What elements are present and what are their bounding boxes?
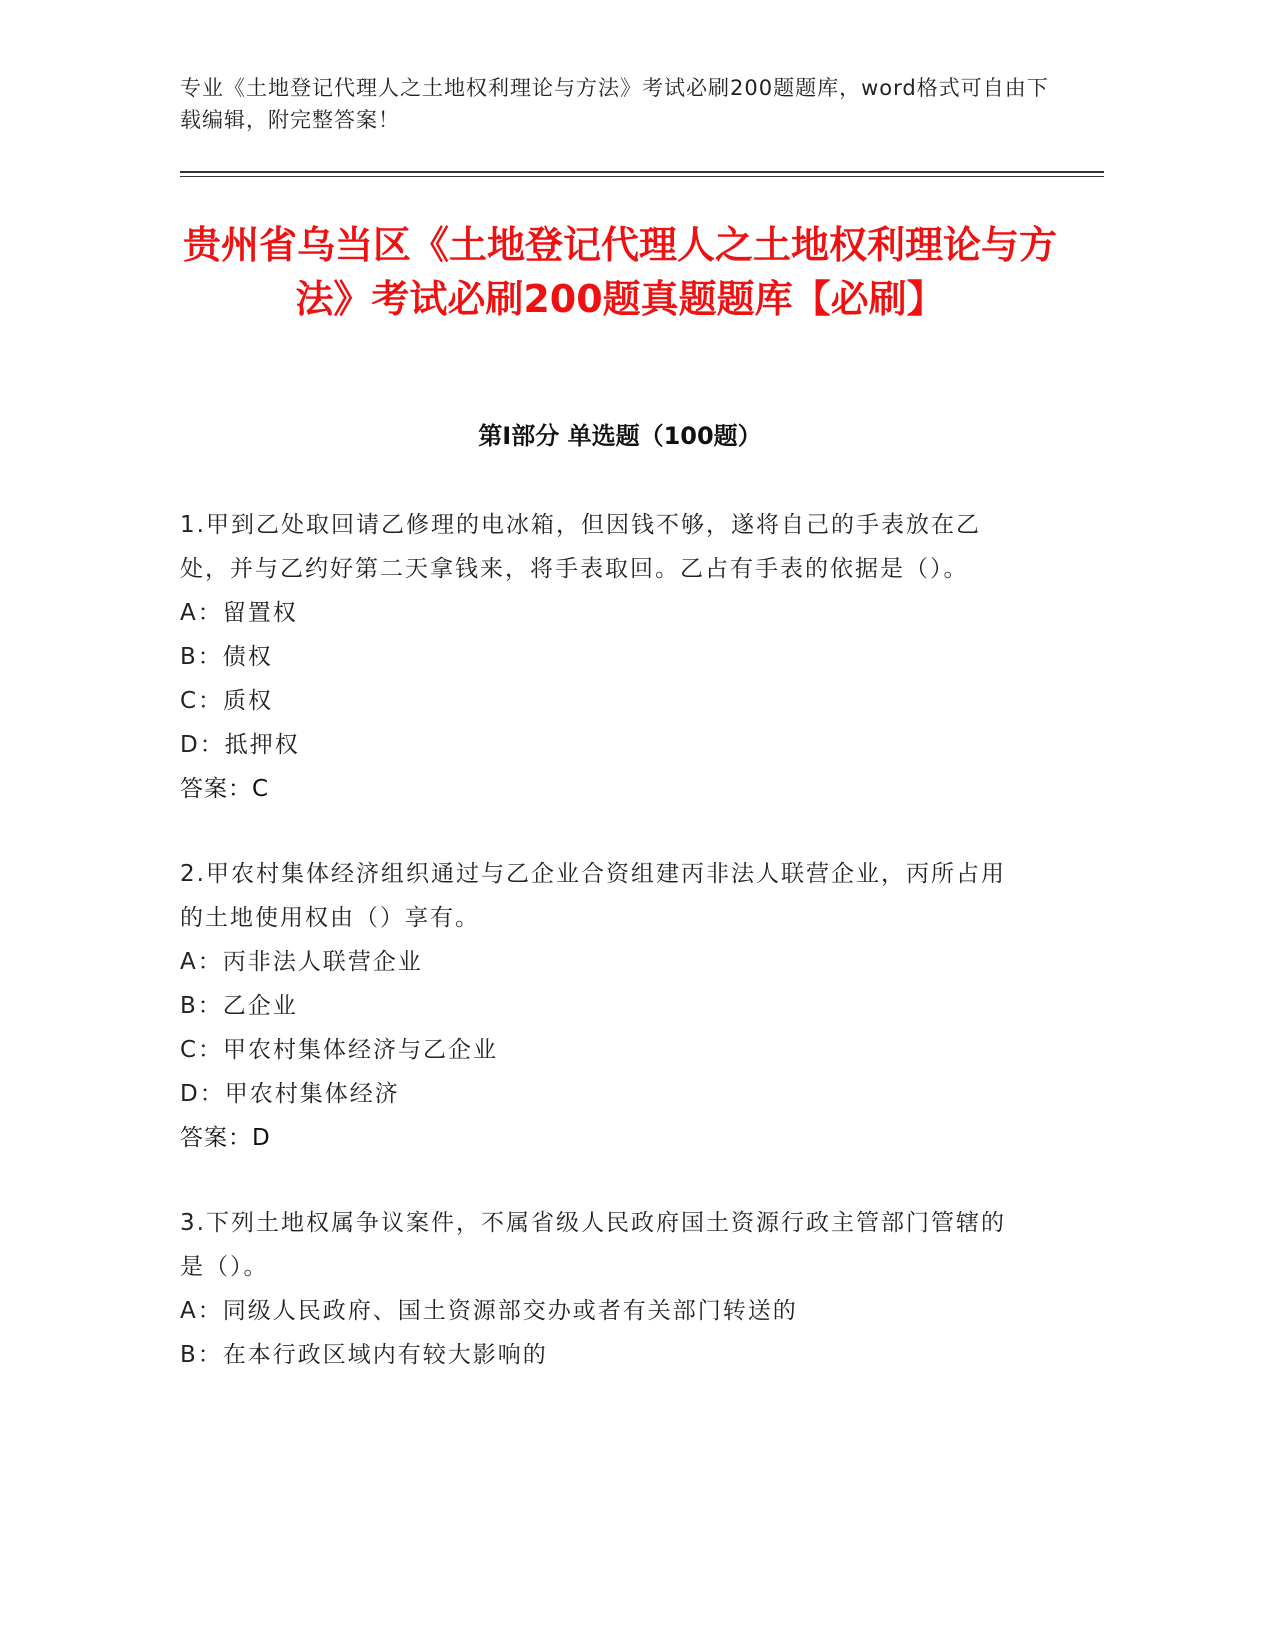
answer: 答案：D	[180, 1125, 271, 1151]
option-b: B：债权	[180, 644, 273, 670]
option-c: C：质权	[180, 688, 274, 714]
option-a: A：同级人民政府、国土资源部交办或者有关部门转送的	[180, 1298, 798, 1324]
question-stem: 3.下列土地权属争议案件，不属省级人民政府国土资源行政主管部门管辖的是（）。	[180, 1210, 1006, 1280]
document-title: 贵州省乌当区《土地登记代理人之土地权利理论与方法》考试必刷200题真题题库【必刷】	[182, 223, 1057, 321]
header-divider-thick	[180, 171, 1104, 173]
section-heading: 第Ⅰ部分 单选题（100题）	[478, 422, 762, 450]
option-d: D：甲农村集体经济	[180, 1081, 400, 1107]
question-list	[180, 503, 1020, 1418]
option-d: D：抵押权	[180, 732, 300, 758]
answer: 答案：C	[180, 776, 270, 802]
question-2	[180, 852, 1020, 1160]
question-3	[180, 1201, 1020, 1377]
option-b: B：在本行政区域内有较大影响的	[180, 1342, 548, 1368]
question-1	[180, 503, 1020, 811]
question-stem: 2.甲农村集体经济组织通过与乙企业合资组建丙非法人联营企业，丙所占用的土地使用权由（）享有。	[180, 861, 1006, 931]
option-b: B：乙企业	[180, 993, 298, 1019]
option-a: A：留置权	[180, 600, 298, 626]
header-note: 专业《土地登记代理人之土地权利理论与方法》考试必刷200题题库，word格式可自由下载编辑，附完整答案！	[180, 76, 1049, 132]
question-stem: 1.甲到乙处取回请乙修理的电冰箱，但因钱不够，遂将自己的手表放在乙处，并与乙约好第二天拿钱来，将手表取回。乙占有手表的依据是（）。	[180, 512, 981, 582]
header-divider-thin	[180, 176, 1104, 177]
option-c: C：甲农村集体经济与乙企业	[180, 1037, 499, 1063]
option-a: A：丙非法人联营企业	[180, 949, 423, 975]
